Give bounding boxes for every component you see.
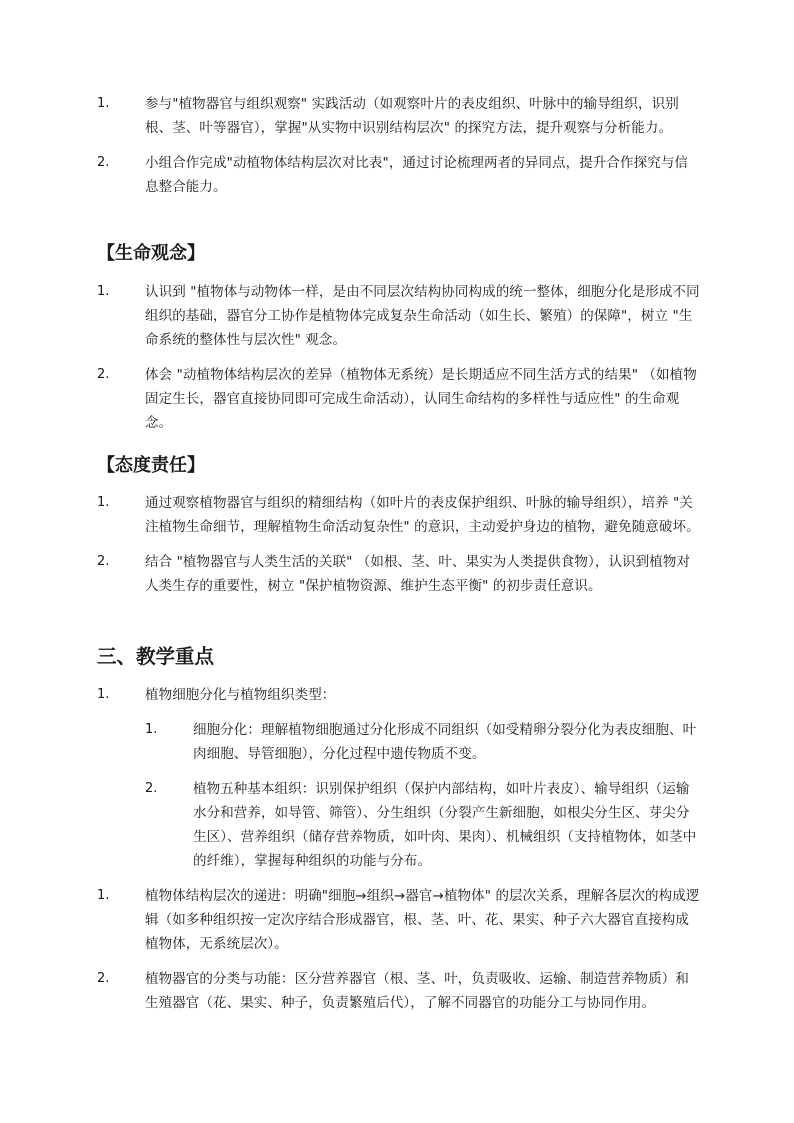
list-text: 植物体结构层次的递进：明确"细胞→组织→器官→植物体" 的层次关系，理解各层次的构成逻辑（如多种组织按一定次序结合形成器官，根、茎、叶、花、果实、种子六大器官直接构成植物体，无系统层次）。	[145, 888, 700, 952]
list-number: 1.	[145, 722, 158, 737]
sub-list-item	[0, 777, 794, 873]
list-item	[0, 280, 794, 352]
teaching-focus-list	[0, 683, 794, 1015]
list-text: 通过观察植物器官与组织的精细结构（如叶片的表皮保护组织、叶脉的输导组织），培养 "关注植物生命细节，理解植物生命活动复杂性" 的意识，主动爱护身边的植物，避免随意破坏。	[145, 495, 700, 535]
list-number: 1.	[97, 495, 110, 510]
list-item	[0, 550, 794, 598]
list-text: 体会 "动植物体结构层次的差异（植物体无系统）是长期适应不同生活方式的结果" （如植物固定生长，器官直接协同即可完成生命活动），认同生命结构的多样性与适应性" 的生命观念。	[145, 367, 697, 431]
list-number: 2.	[97, 155, 110, 170]
list-item	[0, 92, 794, 140]
list-number: 2.	[145, 781, 158, 796]
attitude-list	[0, 491, 794, 598]
list-number: 1.	[97, 284, 110, 299]
list-text: 结合 "植物器官与人类生活的关联" （如根、茎、叶、果实为人类提供食物），认识到植物对人类生存的重要性，树立 "保护植物资源、维护生态平衡" 的初步责任意识。	[145, 554, 691, 594]
list-item	[0, 683, 794, 707]
sub-list-item	[0, 718, 794, 766]
list-number: 2.	[97, 554, 110, 569]
list-item	[0, 491, 794, 539]
list-text: 参与"植物器官与组织观察" 实践活动（如观察叶片的表皮组织、叶脉中的输导组织，识别根、茎、叶等器官），掌握"从实物中识别结构层次" 的探究方法，提升观察与分析能力。	[145, 96, 679, 136]
section-heading-attitude: 【态度责任】	[97, 455, 205, 476]
list-number: 1.	[97, 687, 110, 702]
list-item	[0, 363, 794, 435]
list-item	[0, 151, 794, 199]
section-heading-life-concept: 【生命观念】	[97, 243, 205, 264]
list-item	[0, 967, 794, 1015]
list-text: 植物五种基本组织：识别保护组织（保护内部结构，如叶片表皮）、输导组织（运输水分和营养，如导管、筛管）、分生组织（分裂产生新细胞，如根尖分生区、芽尖分生区）、营养组织（储存营养物质，如叶肉、果肉）、机械组织（支持植物体，如茎中的纤维），掌握每种组织的功能与分布。	[193, 781, 697, 869]
section-heading-teaching-focus: 三、教学重点	[97, 645, 215, 668]
list-number: 2.	[97, 367, 110, 382]
list-text: 小组合作完成"动植物体结构层次对比表"，通过讨论梳理两者的异同点，提升合作探究与信息整合能力。	[145, 155, 689, 195]
list-item	[0, 884, 794, 956]
list-text: 细胞分化：理解植物细胞通过分化形成不同组织（如受精卵分裂分化为表皮细胞、叶肉细胞、导管细胞），分化过程中遗传物质不变。	[193, 722, 697, 762]
list-number: 1.	[97, 96, 110, 111]
list-number: 2.	[97, 971, 110, 986]
list-text: 植物器官的分类与功能：区分营养器官（根、茎、叶，负责吸收、运输、制造营养物质）和生殖器官（花、果实、种子，负责繁殖后代），了解不同器官的功能分工与协同作用。	[145, 971, 689, 1011]
list-text: 植物细胞分化与植物组织类型：	[145, 687, 336, 703]
life-concept-list	[0, 280, 794, 435]
list-number: 1.	[97, 888, 110, 903]
list-text: 认识到 "植物体与动物体一样，是由不同层次结构协同构成的统一整体，细胞分化是形成不同组织的基础，器官分工协作是植物体完成复杂生命活动（如生长、繁殖）的保障"，树立 "生命系统的整体性与层次性" 观念。	[145, 284, 700, 348]
practice-list	[0, 92, 794, 199]
